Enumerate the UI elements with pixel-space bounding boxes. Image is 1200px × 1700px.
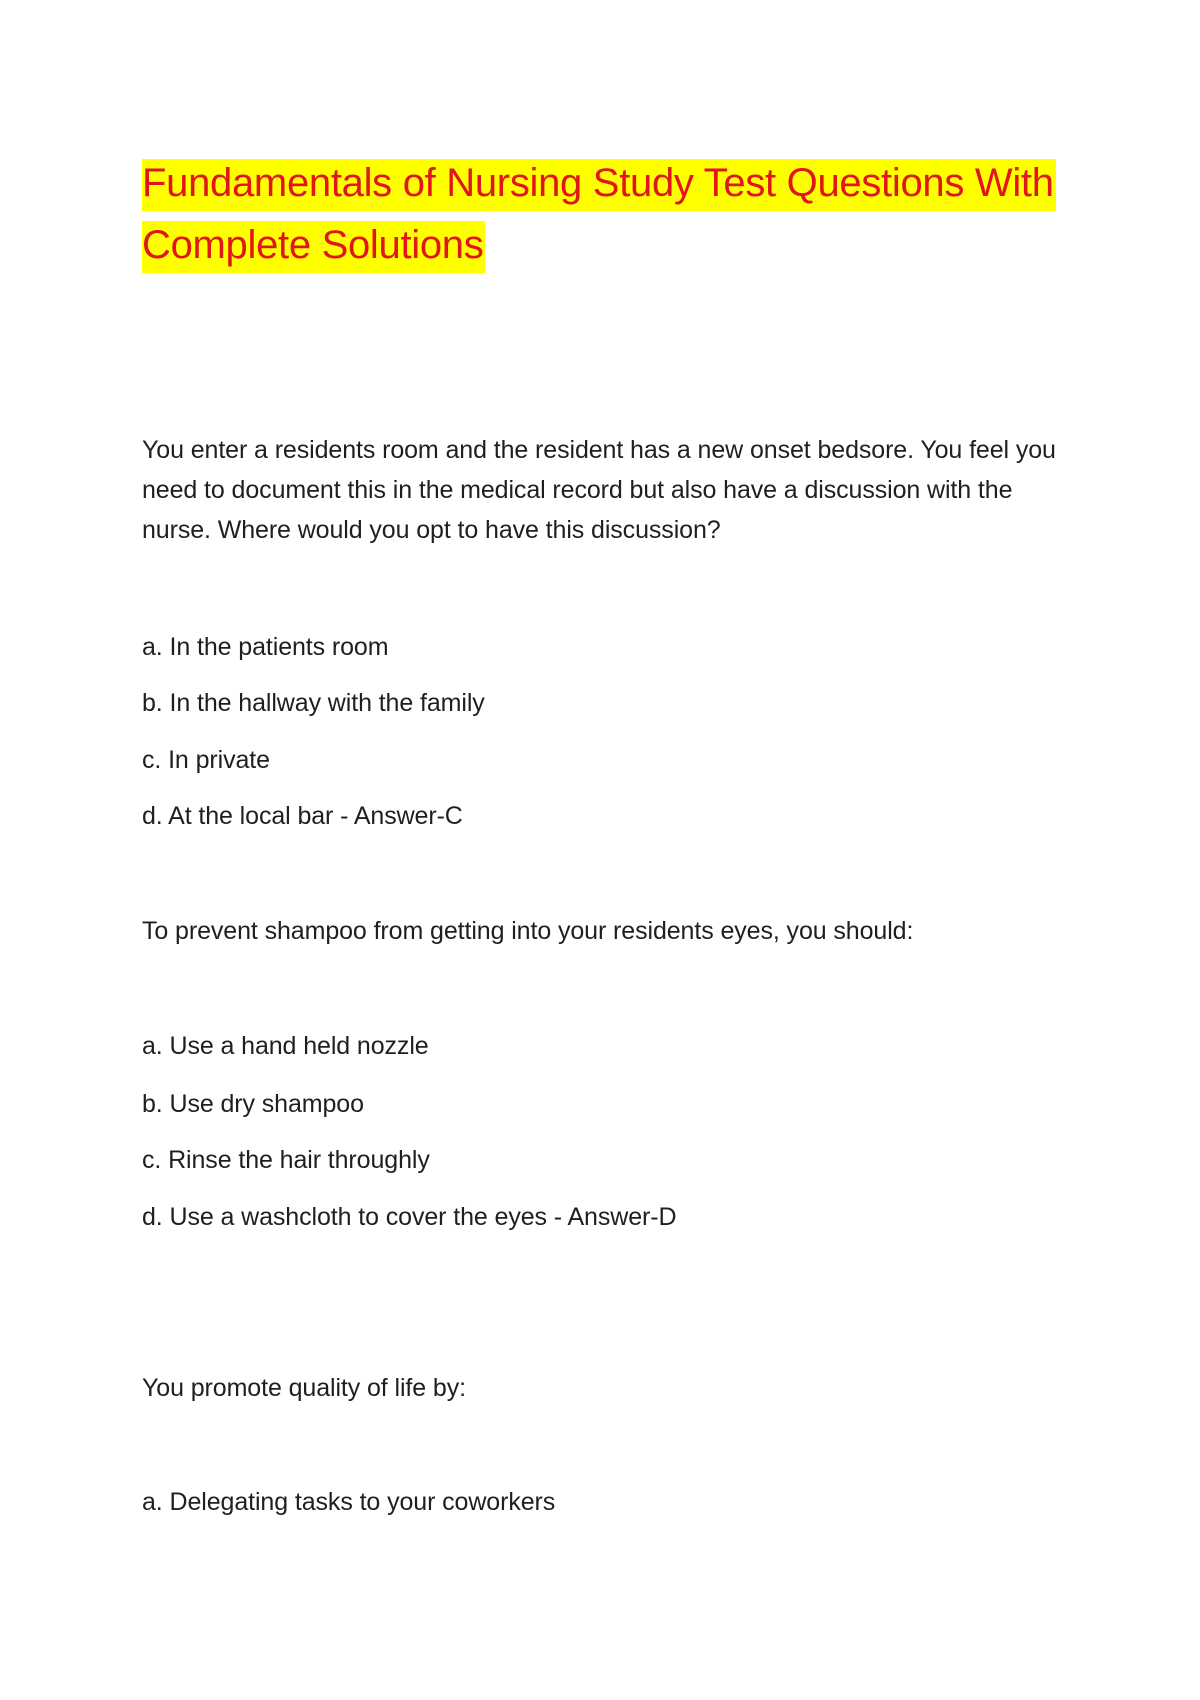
question-1-option-a: a. In the patients room bbox=[142, 633, 389, 661]
question-2-option-b: b. Use dry shampoo bbox=[142, 1090, 364, 1118]
question-1-option-b: b. In the hallway with the family bbox=[142, 689, 485, 717]
question-2-option-c: c. Rinse the hair throughly bbox=[142, 1146, 430, 1174]
document-title bbox=[142, 152, 1082, 276]
question-3-option-a: a. Delegating tasks to your coworkers bbox=[142, 1488, 556, 1516]
question-2-option-a: a. Use a hand held nozzle bbox=[142, 1032, 429, 1060]
question-2-text: To prevent shampoo from getting into your residents eyes, you should: bbox=[142, 917, 914, 945]
question-1-text: You enter a residents room and the resident has a new onset bedsore. You feel you need to document this in the medical record but also have a discussion with the nurse. Where would you opt to have this discussion? bbox=[142, 436, 1056, 544]
question-3-text: You promote quality of life by: bbox=[142, 1374, 466, 1402]
question-1-option-c: c. In private bbox=[142, 746, 270, 774]
question-2-option-d: d. Use a washcloth to cover the eyes - Answer-D bbox=[142, 1203, 677, 1231]
title-line-1: Fundamentals of Nursing Study Test Questions With bbox=[142, 159, 1056, 211]
title-line-2: Complete Solutions bbox=[142, 221, 485, 273]
question-1-option-d: d. At the local bar - Answer-C bbox=[142, 802, 463, 830]
